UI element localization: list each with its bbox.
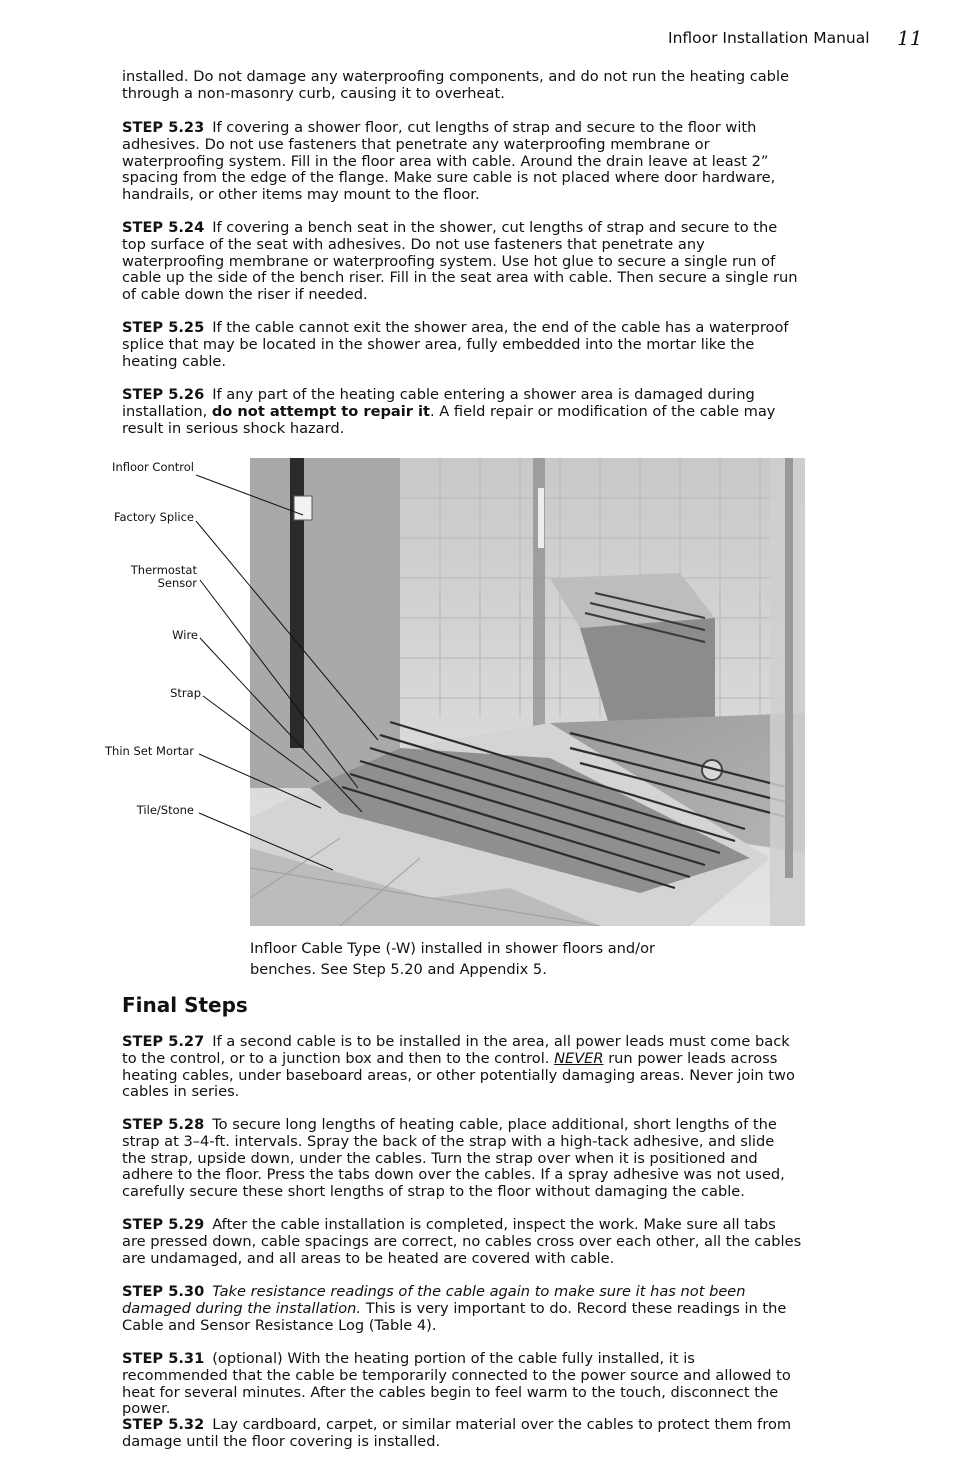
step-text: If the cable cannot exit the shower area, the end of the cable has a waterproof splice that may be located in the shower area, fully embedded into the mortar like the heating cable. <box>122 319 789 370</box>
step-5-29 <box>122 1217 802 1267</box>
step-text: (optional) With the heating portion of the cable fully installed, it is recommended that the cable be temporarily connected to the power source and allowed to heat for several minutes. After the cables begin to feel warm to the touch, disconnect the power. <box>122 1350 791 1418</box>
step-text: If covering a bench seat in the shower, cut lengths of strap and secure to the top surface of the seat with adhesives. Do not use fasteners that penetrate any waterproofing membrane or waterproofing system. Use hot glue to secure a single run of cable up the side of the bench riser. Fill in the seat area with cable. Then secure a single run of cable down the riser if needed. <box>122 219 798 304</box>
callout-tile-stone: Tile/Stone <box>136 803 194 817</box>
step-label: STEP 5.29 <box>122 1216 205 1233</box>
step-label: STEP 5.31 <box>122 1350 205 1367</box>
warning-bold: do not attempt to repair it <box>211 402 431 420</box>
step-5-31 <box>122 1351 802 1418</box>
step-5-26 <box>122 387 802 437</box>
step-label: STEP 5.25 <box>122 319 205 336</box>
step-5-30 <box>122 1284 802 1334</box>
callout-thermostat-sensor <box>100 564 197 590</box>
step-label: STEP 5.27 <box>122 1033 205 1050</box>
never-emphasis: NEVER <box>554 1049 604 1067</box>
figure-caption: Infloor Cable Type (-W) installed in shower floors and/or benches. See Step 5.20 and Appendix 5. <box>250 940 656 978</box>
step-5-27 <box>122 1034 802 1101</box>
callout-factory-splice: Factory Splice <box>113 510 194 524</box>
step-text: If covering a shower floor, cut lengths of strap and secure to the floor with adhesives. Do not use fasteners that penetrate any waterproofing membrane or waterproofing system. Fill in the floor area with cable. Around the drain leave at least 2” spacing from the edge of the flange. Make sure cable is not placed where door hardware, handrails, or other items may mount to the floor. <box>122 119 776 204</box>
step-5-23 <box>122 120 802 204</box>
door-handle <box>538 488 544 548</box>
step-text: If a second cable is to be installed in the area, all power leads must come back to the control, or to a junction box and then to the control. <box>122 1033 790 1067</box>
step-label: STEP 5.24 <box>122 219 205 236</box>
callout-thin-set-mortar: Thin Set Mortar <box>105 744 194 758</box>
step-text: Lay cardboard, carpet, or similar material over the cables to protect them from damage until the floor covering is installed. <box>122 1416 792 1450</box>
step-5-24 <box>122 220 802 304</box>
step-text: After the cable installation is completed, inspect the work. Make sure all tabs are pressed down, cable spacings are correct, no cables cross over each other, all the cables are undamaged, and all areas to be heated are covered with cable. <box>122 1216 802 1267</box>
left-wall <box>250 458 400 788</box>
shower-installation-photo <box>250 458 805 926</box>
step-label: STEP 5.23 <box>122 119 205 136</box>
step-5-25 <box>122 320 802 370</box>
callout-wire: Wire <box>172 628 198 642</box>
control-box <box>294 496 312 520</box>
step-text: To secure long lengths of heating cable, place additional, short lengths of the strap at 3–4-ft. intervals. Spray the back of the strap with a high-tack adhesive, and slide the strap, upside down, under the cables. Turn the strap over when it is positioned and adhere to the floor. Press the tabs down over the cables. If a spray adhesive was not used, carefully secure these short lengths of strap to the floor without damaging the cable. <box>122 1116 785 1201</box>
step-label: STEP 5.28 <box>122 1116 205 1133</box>
callout-line: Thermostat <box>130 563 197 577</box>
intro-paragraph: installed. Do not damage any waterproofing components, and do not run the heating cable through a non-masonry curb, causing it to overheat. <box>122 68 789 102</box>
right-door-frame <box>785 458 793 878</box>
step-text: If any part of the heating cable entering a shower area is damaged during installation, <box>122 386 755 420</box>
step-text-after: run power leads across heating cables, under baseboard areas, or other potentially damaging areas. Never join two cables in series. <box>122 1049 795 1101</box>
callout-infloor-control: Infloor Control <box>112 460 194 474</box>
callout-line: Sensor <box>157 576 197 590</box>
step-text-italic: Take resistance readings of the cable again to make sure it has not been damaged during the installation. <box>122 1283 746 1317</box>
page-number: 11 <box>897 26 923 50</box>
step-text-after: . A field repair or modification of the cable may result in serious shock hazard. <box>122 402 776 437</box>
callout-strap: Strap <box>170 686 201 700</box>
final-steps-heading: Final Steps <box>122 993 248 1017</box>
step-label: STEP 5.32 <box>122 1416 205 1433</box>
step-label: STEP 5.30 <box>122 1283 205 1300</box>
manual-title: Infloor Installation Manual <box>668 29 870 47</box>
step-text-after: This is very important to do. Record these readings in the Cable and Sensor Resistance Log (Table 4). <box>122 1299 787 1334</box>
step-5-32 <box>122 1417 802 1451</box>
step-label: STEP 5.26 <box>122 386 205 403</box>
step-5-28 <box>122 1117 802 1201</box>
